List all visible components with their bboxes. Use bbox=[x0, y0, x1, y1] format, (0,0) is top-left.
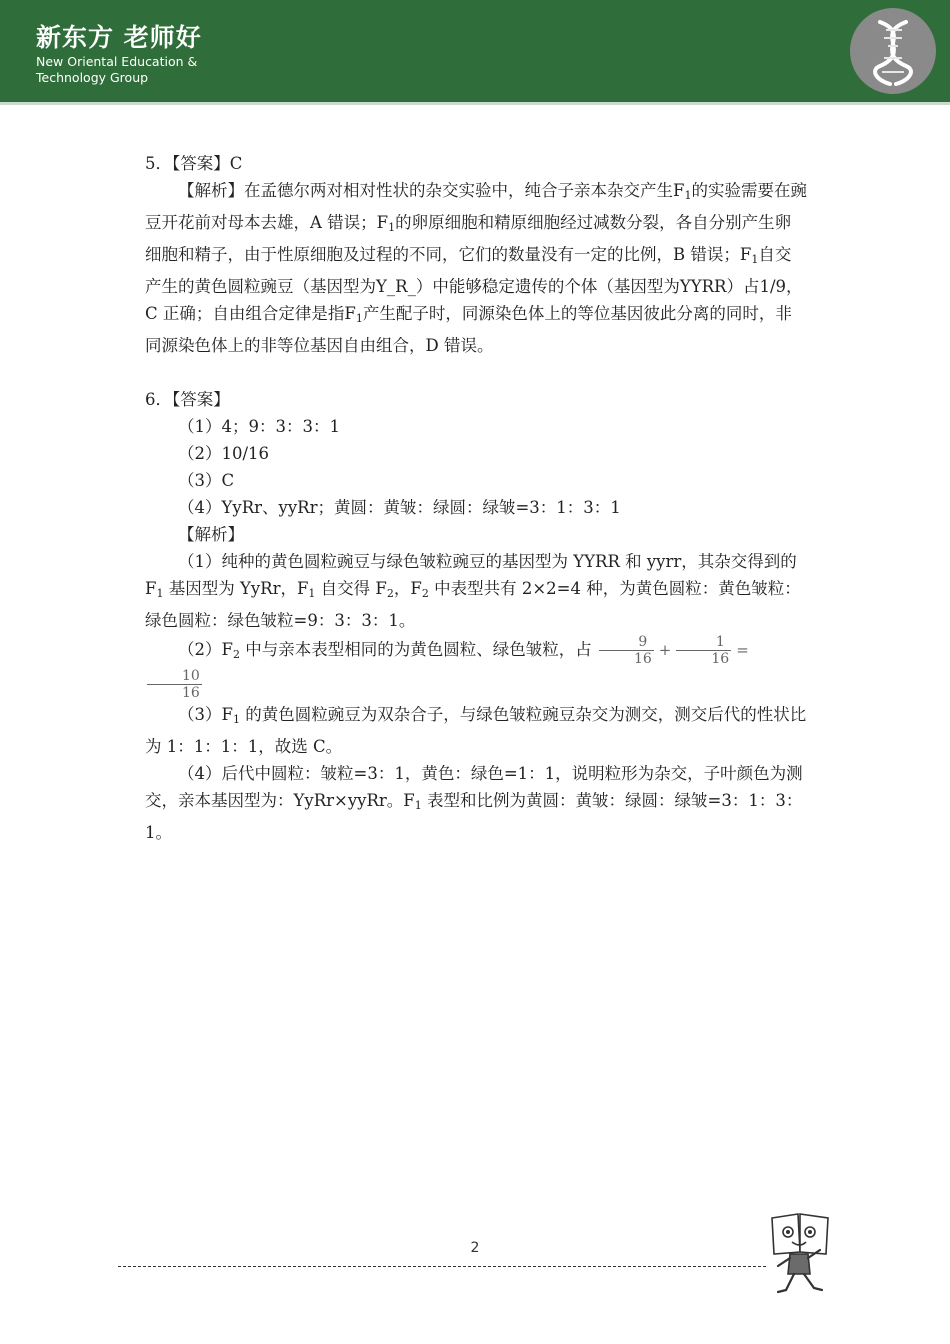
q6-answer-2: （2）10/16 bbox=[178, 444, 270, 463]
q6-analysis-3: $(3)F_1$ 的黄色圆粒豌豆为双杂合子，与绿色皱粒豌豆杂交为测交，测交后代的性状比为 1：1：1：1，故选 C。 bbox=[145, 705, 807, 756]
fraction-1-16: $\frac{1}{16}$ bbox=[676, 634, 731, 667]
book-mascot-icon bbox=[764, 1210, 836, 1300]
q5-answer: 5．【答案】C bbox=[145, 154, 243, 173]
answer-content bbox=[145, 150, 807, 846]
page-number: 2 bbox=[470, 1240, 480, 1256]
footer-divider bbox=[118, 1266, 766, 1267]
q6-answer-3: （3）C bbox=[178, 471, 235, 490]
q6-analysis-2: $(2)F_2$ 中与亲本表型相同的为黄色圆粒、绿色皱粒，占 $\frac{9}{16}$ + $\frac{1}{16}$ = $\frac{10}{16}$ bbox=[145, 634, 807, 701]
q6-analysis-1: （1）纯种的黄色圆粒豌豆与绿色皱粒豌豆的基因型为 YYRR 和 yyrr，其杂交得到的 $F_1$ 基因型为 YyRr，$F_1$ 自交得 $F_2$，$F_2$ 中表型共有 2×2=4 种，为黄色圆粒：黄色皱粒：绿色圆粒：绿色皱粒=9：3：3：1。 bbox=[145, 552, 801, 630]
brand-subtitle: New Oriental Education & Technology Group bbox=[36, 54, 198, 85]
q6-answer-4: （4）YyRr、yyRr；黄圆：黄皱：绿圆：绿皱=3：1：3：1 bbox=[178, 498, 621, 517]
fraction-9-16: $\frac{9}{16}$ bbox=[599, 634, 654, 667]
q6-answer-1: （1）4；9：3：3：1 bbox=[178, 417, 340, 436]
fraction-10-16: $\frac{10}{16}$ bbox=[147, 668, 202, 701]
page-header bbox=[0, 0, 950, 105]
dna-helix-icon bbox=[850, 8, 936, 94]
q6-analysis-label: 【解析】 bbox=[178, 525, 244, 544]
brand-title: 新东方 老师好 bbox=[36, 23, 202, 52]
q6-analysis-4: （4）后代中圆粒：皱粒=3：1，黄色：绿色=1：1，说明粒形为杂交，子叶颜色为测交，亲本基因型为：YyRr×yyRr。$F_1$ 表型和比例为黄圆：黄皱：绿圆：绿皱=3：1：3：1。 bbox=[145, 764, 803, 842]
q5-analysis: 【解析】在孟德尔两对相对性状的杂交实验中，纯合子亲本杂交产生$F_1$的实验需要在豌豆开花前对母本去雄，A 错误；$F_1$的卵原细胞和精原细胞经过减数分裂，各自分别产生卵细胞和精子，由于性原细胞及过程的不同，它们的数量没有一定的比例，B 错误；$F_1$自交产生的黄色圆粒豌豆（基因型为Y_R_）中能够稳定遗传的个体（基因型为YYRR）占1/9，C 正确；自由组合定律是指$F_1$产生配子时，同源染色体上的等位基因彼此分离的同时，非同源染色体上的非等位基因自由组合，D 错误。 bbox=[145, 181, 807, 355]
q6-answer: 6．【答案】 bbox=[145, 390, 230, 409]
